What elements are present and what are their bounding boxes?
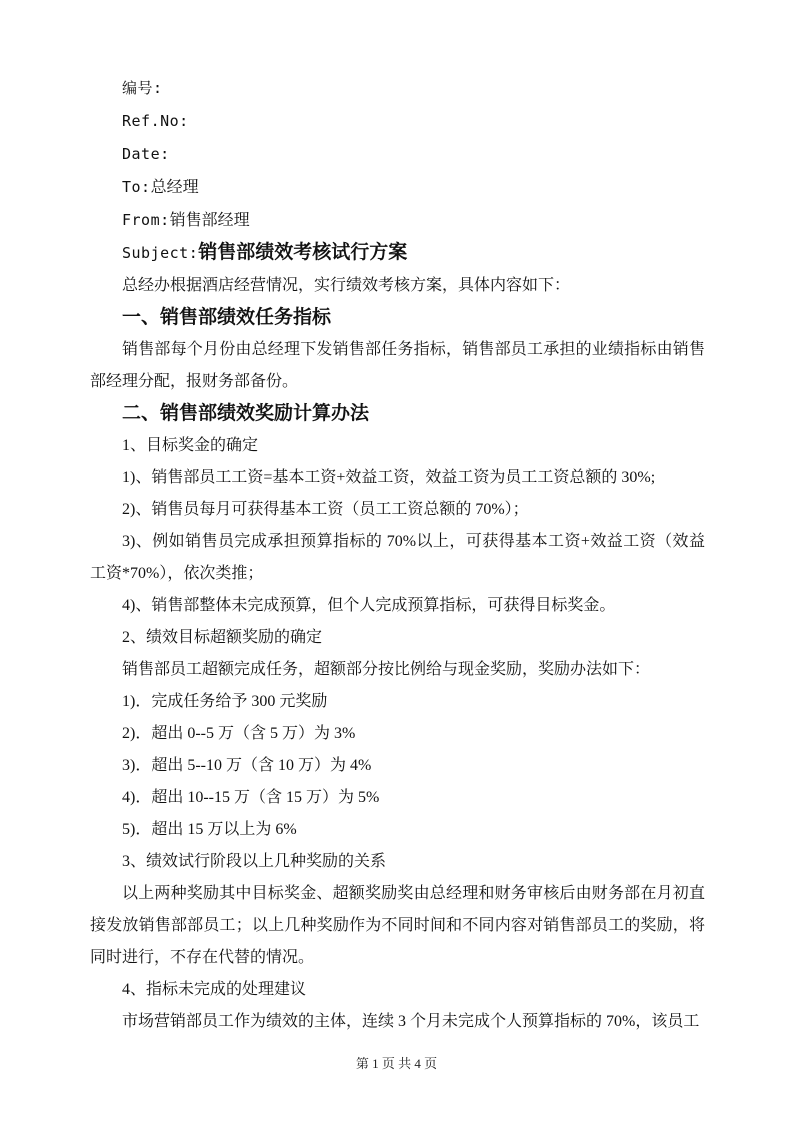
memo-field-date bbox=[90, 138, 705, 171]
memo-field-refno bbox=[90, 105, 705, 138]
memo-field-from-label: From: bbox=[122, 211, 170, 229]
excess-reward-point-2: 2)．超出 0--5 万（含 5 万）为 3% bbox=[122, 725, 356, 742]
memo-field-to-value: 总经理 bbox=[150, 179, 199, 196]
page-footer bbox=[0, 1054, 793, 1074]
memo-field-number bbox=[90, 72, 705, 105]
memo-field-to-label: To: bbox=[122, 178, 151, 196]
target-bonus-point-3: 3)、例如销售员完成承担预算指标的 70%以上，可获得基本工资+效益工资（效益工资*70%），依次类推； bbox=[90, 533, 705, 582]
target-bonus-point-2: 2)、销售员每月可获得基本工资（员工工资总额的 70%）； bbox=[122, 501, 529, 518]
target-bonus-title: 1、目标奖金的确定 bbox=[122, 437, 259, 454]
reward-relation-title: 3、绩效试行阶段以上几种奖励的关系 bbox=[122, 853, 387, 870]
intro-paragraph: 总经办根据酒店经营情况，实行绩效考核方案，具体内容如下： bbox=[122, 277, 571, 294]
memo-field-date-label: Date: bbox=[122, 145, 170, 163]
excess-reward-point-4: 4)．超出 10--15 万（含 15 万）为 5% bbox=[122, 789, 380, 806]
excess-reward-point-3: 3)．超出 5--10 万（含 10 万）为 4% bbox=[122, 757, 372, 774]
page-number: 第 1 页 共 4 页 bbox=[355, 1056, 438, 1071]
excess-reward-title: 2、绩效目标超额奖励的确定 bbox=[122, 629, 323, 646]
target-bonus-point-4: 4)、销售部整体未完成预算，但个人完成预算指标，可获得目标奖金。 bbox=[122, 597, 616, 614]
memo-field-from-value: 销售部经理 bbox=[169, 212, 250, 229]
document-content bbox=[90, 72, 705, 1038]
unmet-target-paragraph: 市场营销部员工作为绩效的主体，连续 3 个月未完成个人预算指标的 70%，该员工 bbox=[122, 1013, 700, 1030]
reward-relation-paragraph: 以上两种奖励其中目标奖金、超额奖励奖由总经理和财务审核后由财务部在月初直接发放销售部部员工；以上几种奖励作为不同时间和不同内容对销售部员工的奖励，将同时进行，不存在代替的情况。 bbox=[90, 885, 705, 966]
section-1-heading: 一、销售部绩效任务指标 bbox=[122, 307, 332, 328]
excess-reward-point-5: 5)．超出 15 万以上为 6% bbox=[122, 821, 297, 838]
section-1-paragraph: 销售部每个月份由总经理下发销售部任务指标，销售部员工承担的业绩指标由销售部经理分配，报财务部备份。 bbox=[90, 341, 705, 390]
memo-header bbox=[90, 72, 705, 270]
memo-field-from bbox=[90, 204, 705, 237]
excess-reward-point-1: 1)．完成任务给予 300 元奖励 bbox=[122, 693, 328, 710]
memo-field-to bbox=[90, 171, 705, 204]
memo-field-subject bbox=[90, 237, 705, 270]
unmet-target-title: 4、指标未完成的处理建议 bbox=[122, 981, 307, 998]
memo-field-refno-label: Ref.No: bbox=[122, 112, 189, 130]
excess-reward-intro: 销售部员工超额完成任务，超额部分按比例给与现金奖励，奖励办法如下： bbox=[122, 661, 651, 678]
memo-field-subject-label: Subject: bbox=[122, 244, 199, 262]
memo-field-number-label: 编号: bbox=[122, 79, 163, 97]
section-2-heading: 二、销售部绩效奖励计算办法 bbox=[122, 403, 370, 424]
target-bonus-point-1: 1)、销售部员工工资=基本工资+效益工资，效益工资为员工工资总额的 30%; bbox=[122, 469, 656, 486]
document-title: 销售部绩效考核试行方案 bbox=[198, 242, 408, 263]
